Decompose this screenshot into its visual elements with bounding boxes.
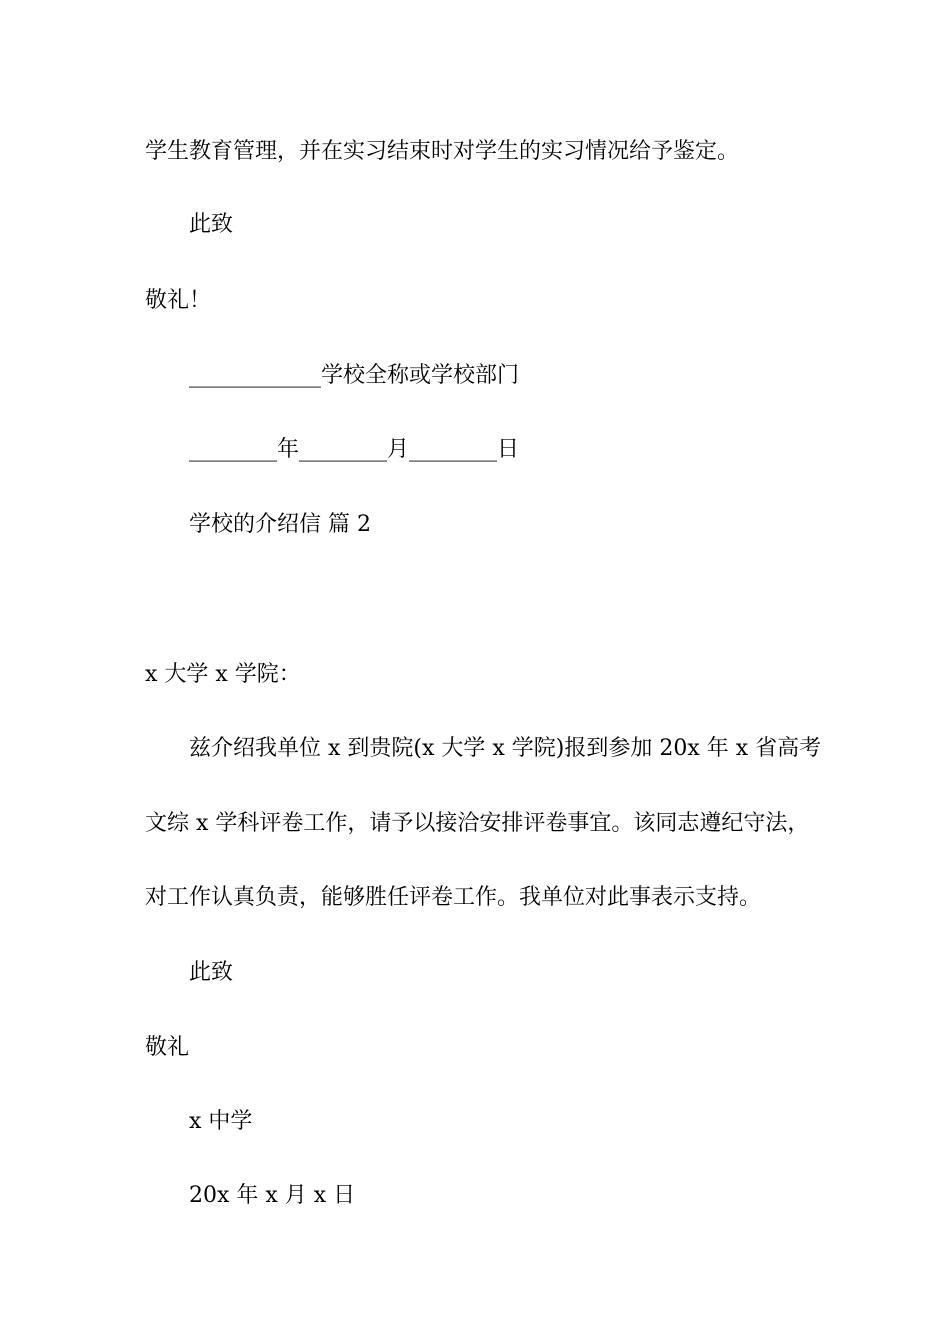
body-text-line: 对工作认真负责，能够胜任评卷工作。我单位对此事表示支持。: [145, 885, 762, 910]
signature-date: 20x 年 x 月 x 日: [189, 1183, 356, 1208]
salutation: 此致: [189, 212, 234, 237]
body-text-line: 兹介绍我单位 x 到贵院(x 大学 x 学院)报到参加 20x 年 x 省高考: [189, 736, 822, 761]
salutation: 此致: [189, 960, 234, 985]
body-text-line: 文综 x 学科评卷工作，请予以接洽安排评卷事宜。该同志遵纪守法，: [145, 811, 810, 836]
body-text-line: 学生教育管理，并在实习结束时对学生的实习情况给予鉴定。: [145, 139, 740, 164]
section-heading: 学校的介绍信 篇 2: [189, 512, 371, 537]
signature-school: ____________学校全称或学校部门: [189, 363, 520, 388]
regards: 敬礼！: [145, 288, 212, 313]
signature-school: x 中学: [189, 1109, 253, 1134]
recipient: x 大学 x 学院：: [145, 662, 301, 687]
regards: 敬礼: [145, 1035, 190, 1060]
signature-date: ________年________月________日: [189, 437, 520, 462]
